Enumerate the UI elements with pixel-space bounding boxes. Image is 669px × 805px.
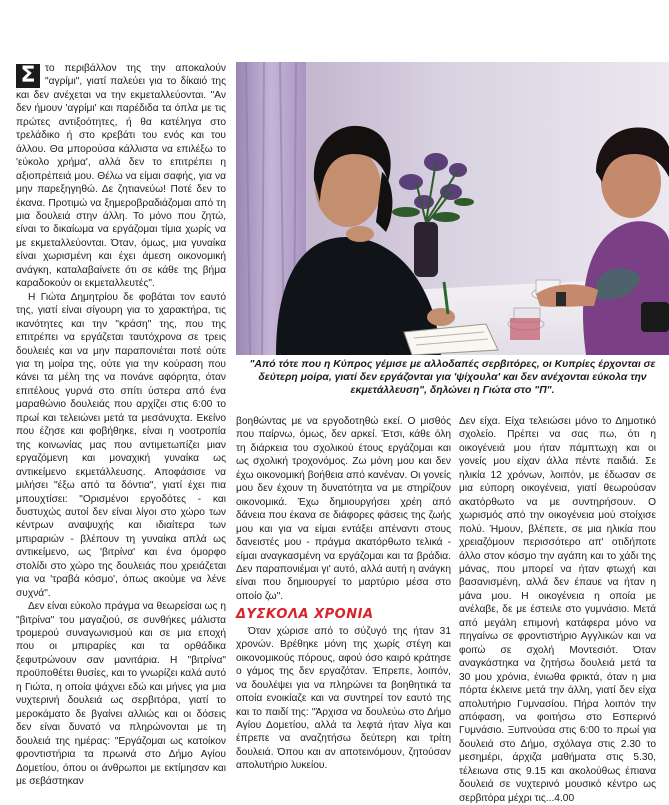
right-paragraph: Δεν είχα. Είχα τελειώσει μόνο το Δημοτικό σχολείο. Πρέπει να σας πω, ότι η οικογένειά μου ήταν πάμπτωχη και οι γονείς μου είχαν άλλα πέντε παιδιά. Σε ηλικία 12 χρόνων, λοιπόν, με έδωσαν σε μια εύπορη οικογένεια, γιατί θεωρούσαν ακατόρθωτο να με συντηρήσουν. Ο χωρισμός από την οικογένεια μού στοίχισε πολύ. Ήμουν, βλέπετε, σε μια ηλικία που χρειαζόμουν περισσότερο απ' οτιδήποτε άλλο στον κόσμο την αγάπη και το χάδι της μάνας, που μπορεί να ήταν φτωχή και βασανισμένη, αλλά δεν έπαυε να ήταν η μάνα μου. Η οικογένεια η οποία με ανέλαβε, δε με έστειλε στο γυμνάσιο. Μετά από μεγάλη επιμονή κατάφερα μόνο να πηγαίνω σε φροντιστήριο Αγγλικών και να φοιτώ σε σχολή Μοντεσιότ. Όταν αναγκάστηκα να ζητήσω δουλειά μετά τα 30 μου χρόνια, ένιωθα φρικτά, όταν η μια πόρτα έκλεινε μετά την άλλη, γιατί δεν είχα απολυτήριο Γυμνασίου. Πήρα λοιπόν την απόφαση, να φοιτήσω στο Εσπερινό Γυμνάσιο. Ξυπνούσα στις 6:00 το πρωί για δουλειά στο Δήμο, σχόλαγα στις 2.30 το μεσημέρι, άρχιζα μαθήματα στις 5.30, τέλειωνα στις 9.15 και ακολούθως έπιανα δουλειά σε νυχτερινό μουσικό κέντρο ως σερβιτόρα μέχρι τις...4.00 <box>459 416 656 804</box>
left-paragraph-2: Η Γιώτα Δημητρίου δε φοβάται τον εαυτό της, γιατί είναι σίγουρη για το χαρακτήρα, τις ικανότητες και την "κράση" της, που της επιτρέπει να εργάζεται ταυτόχρονα σε τρεις δουλειές και να μην παραπονιέται ποτέ ούτε για τη μοίρα της, ούτε για την κούραση που κάνει τα μέλη της να πονάνε αφόρητα, όταν επιτέλους γυρνά στο σπίτι ύστερα από ένα μαραθώνιο δουλειάς που αρχίζει στις 6:00 το πρωί και τελειώνει μετά τα μεσάνυχτα. Εκείνο που έζησε και φοβήθηκε, είναι η νοοτροπία της κοινωνίας μας που αντιμετωπίζει μιαν εργαζόμενη και μοναχική γυναίκα ως αντικείμενο εκμετάλλευσης. Αποφάσισε να μιλήσει "έξω από τα δόντια", γιατί έχει πια μπουχτίσει: "Ορισμένοι εργοδότες - και δυστυχώς αυτοί δεν είναι λίγοι στο χώρο των κέντρων αναψυχής και ιδιαίτερα των μπιραριών - βλέπουν τη γυναίκα απλά ως αντικείμενο, ως 'βιτρίνα' και ένα όμορφο στολίδι στο χώρο της δουλειάς που χρειάζεται για να 'τραβά κόσμο', όπως ακούμε να λένε συχνά". <box>16 291 226 599</box>
section-subheading: ΔΥΣΚΟΛΑ ΧΡΟΝΙΑ <box>236 607 374 623</box>
middle-paragraph-2: Όταν χώρισε από το σύζυγό της ήταν 31 χρονών. Βρέθηκε μόνη της χωρίς στέγη και οικονομικούς πόρους, αφού όσο καιρό κράτησε ο γάμος της δεν εργαζόταν. Έπρεπε, λοιπόν, να δουλέψει για να πληρώνει τα βοηθητικά τα οποία ενοικίαζε και να συντηρεί τον εαυτό της και το παιδί της: "Άρχισα να δουλεύω στο Δήμο Αγίου Δομετίου, αλλά τα λεφτά ήταν λίγα και έπρεπε να αναζητήσω δεύτερη και τρίτη δουλειά. Όπου και αν αποτεινόμουν, ζητούσαν απολυτήριο λυκείου. <box>236 625 451 772</box>
left-paragraph-3: Δεν είναι εύκολο πράγμα να θεωρείσαι ως η "βιτρίνα" του μαγαζιού, σε συνθήκες μάλιστα τρομερού συναγωνισμού και σε μια εποχή που οι μπιραρίες και τα ορθάδικα ξεφυτρώνουν σαν μανιτάρια. Η "βιτρίνα" προϋποθέτει θυσίες, και το γνωρίζει καλά αυτό η Γιώτα, η οποία ψάχνει εδώ και μήνες για μια νυχτερινή δουλειά ως σερβιτόρα, γιατί το μεροκάματο δε βγαίνει αλλιώς και οι δόσεις δεν είναι δυνατό να πληρώνονται με τη δουλειά της ημέρας: "Εργάζομαι ως κατοίκον φροντιστήρια τα πρωινά στο Δήμο Αγίου Δομετίου, όπου οι άνθρωποι με εκτίμησαν και με σεβάστηκαν <box>16 601 226 788</box>
photo-caption: "Από τότε που η Κύπρος γέμισε με αλλοδαπές σερβιτόρες, οι Κυπρίες έρχονται σε δεύτερη μοίρα, γιατί δεν εργάζονται για 'ψίχουλα' και δεν ανέχονται εύκολα την εκμετάλλευση", δηλώνει η Γιώτα στο "Π". <box>249 359 656 396</box>
interview-photo <box>236 62 669 355</box>
article-right-column <box>459 415 656 805</box>
middle-paragraph-1: βοηθώντας με να εργοδοτηθώ εκεί. Ο μισθός που παίρνω, όμως, δεν αρκεί. Έτσι, κάθε όλη τη διάρκεια του σχολικού έτους εργάζομαι και ως σχολική τροχονόμος. Ζω μόνη μου και δεν έχω οικονομική βοήθεια από κανέναν. Οι γονείς μου δεν έχουν τη δυνατότητα να με στηρίζουν οικονομικά. Έχω δημιουργήσει χρέη από δάνεια που έκανα σε διάφορες φάσεις της ζωής μου και για να είμαι εντάξει απέναντι στους δανειστές μου - πράγμα ακατόρθωτο τελικά - είμαι αναγκασμένη να εργάζομαι και τα βράδια. Δεν παραπονιέμαι γι' αυτό, αλλά αυτή η ανάγκη είναι που δημιουργεί το μαρτύριο μέσα στο οποίο ζω". <box>236 416 451 602</box>
article-middle-column <box>236 415 451 773</box>
photo-illustration <box>236 62 669 355</box>
dropcap-letter: Σ <box>16 64 40 88</box>
left-paragraph-1: το περιβάλλον της την αποκαλούν "αγρίμι", γιατί παλεύει για το δίκαιό της και δεν ανέχεται να την εκμεταλλεύονται. "Αν δεν ήμουν 'αγρίμι' και παρέδιδα τα όπλα με τις πρώτες αντιξοότητες, ή θα κατέληγα στο τρελάδικο ή στο κρεβάτι του ενός και του άλλου. Θα μπορούσα κάλλιστα να επιλέξω το 'εύκολο χρήμα', αλλά δεν το επιτρέπει η αξιοπρέπειά μου. Θέλω να είμαι σαφής, για να μην παρεξηγηθώ. Δε ζητιανεύω! Ποτέ δεν το έκανα. Προτιμώ να ξημεροβραδιάζομαι από τη μια δουλειά στην άλλη. Το μόνο που ζητώ, είναι το δικαίωμα να εργάζομαι τίμια χωρίς να με εκμεταλλεύονται. Όταν, όμως, μια γυναίκα είναι χωρισμένη και έχει άμεση οικονομική ανάγκη, καταλαβαίνετε ότι σε κάθε της βήμα καραδοκούν οι εκμεταλλευτές". <box>16 63 226 290</box>
article-left-column <box>16 62 226 788</box>
